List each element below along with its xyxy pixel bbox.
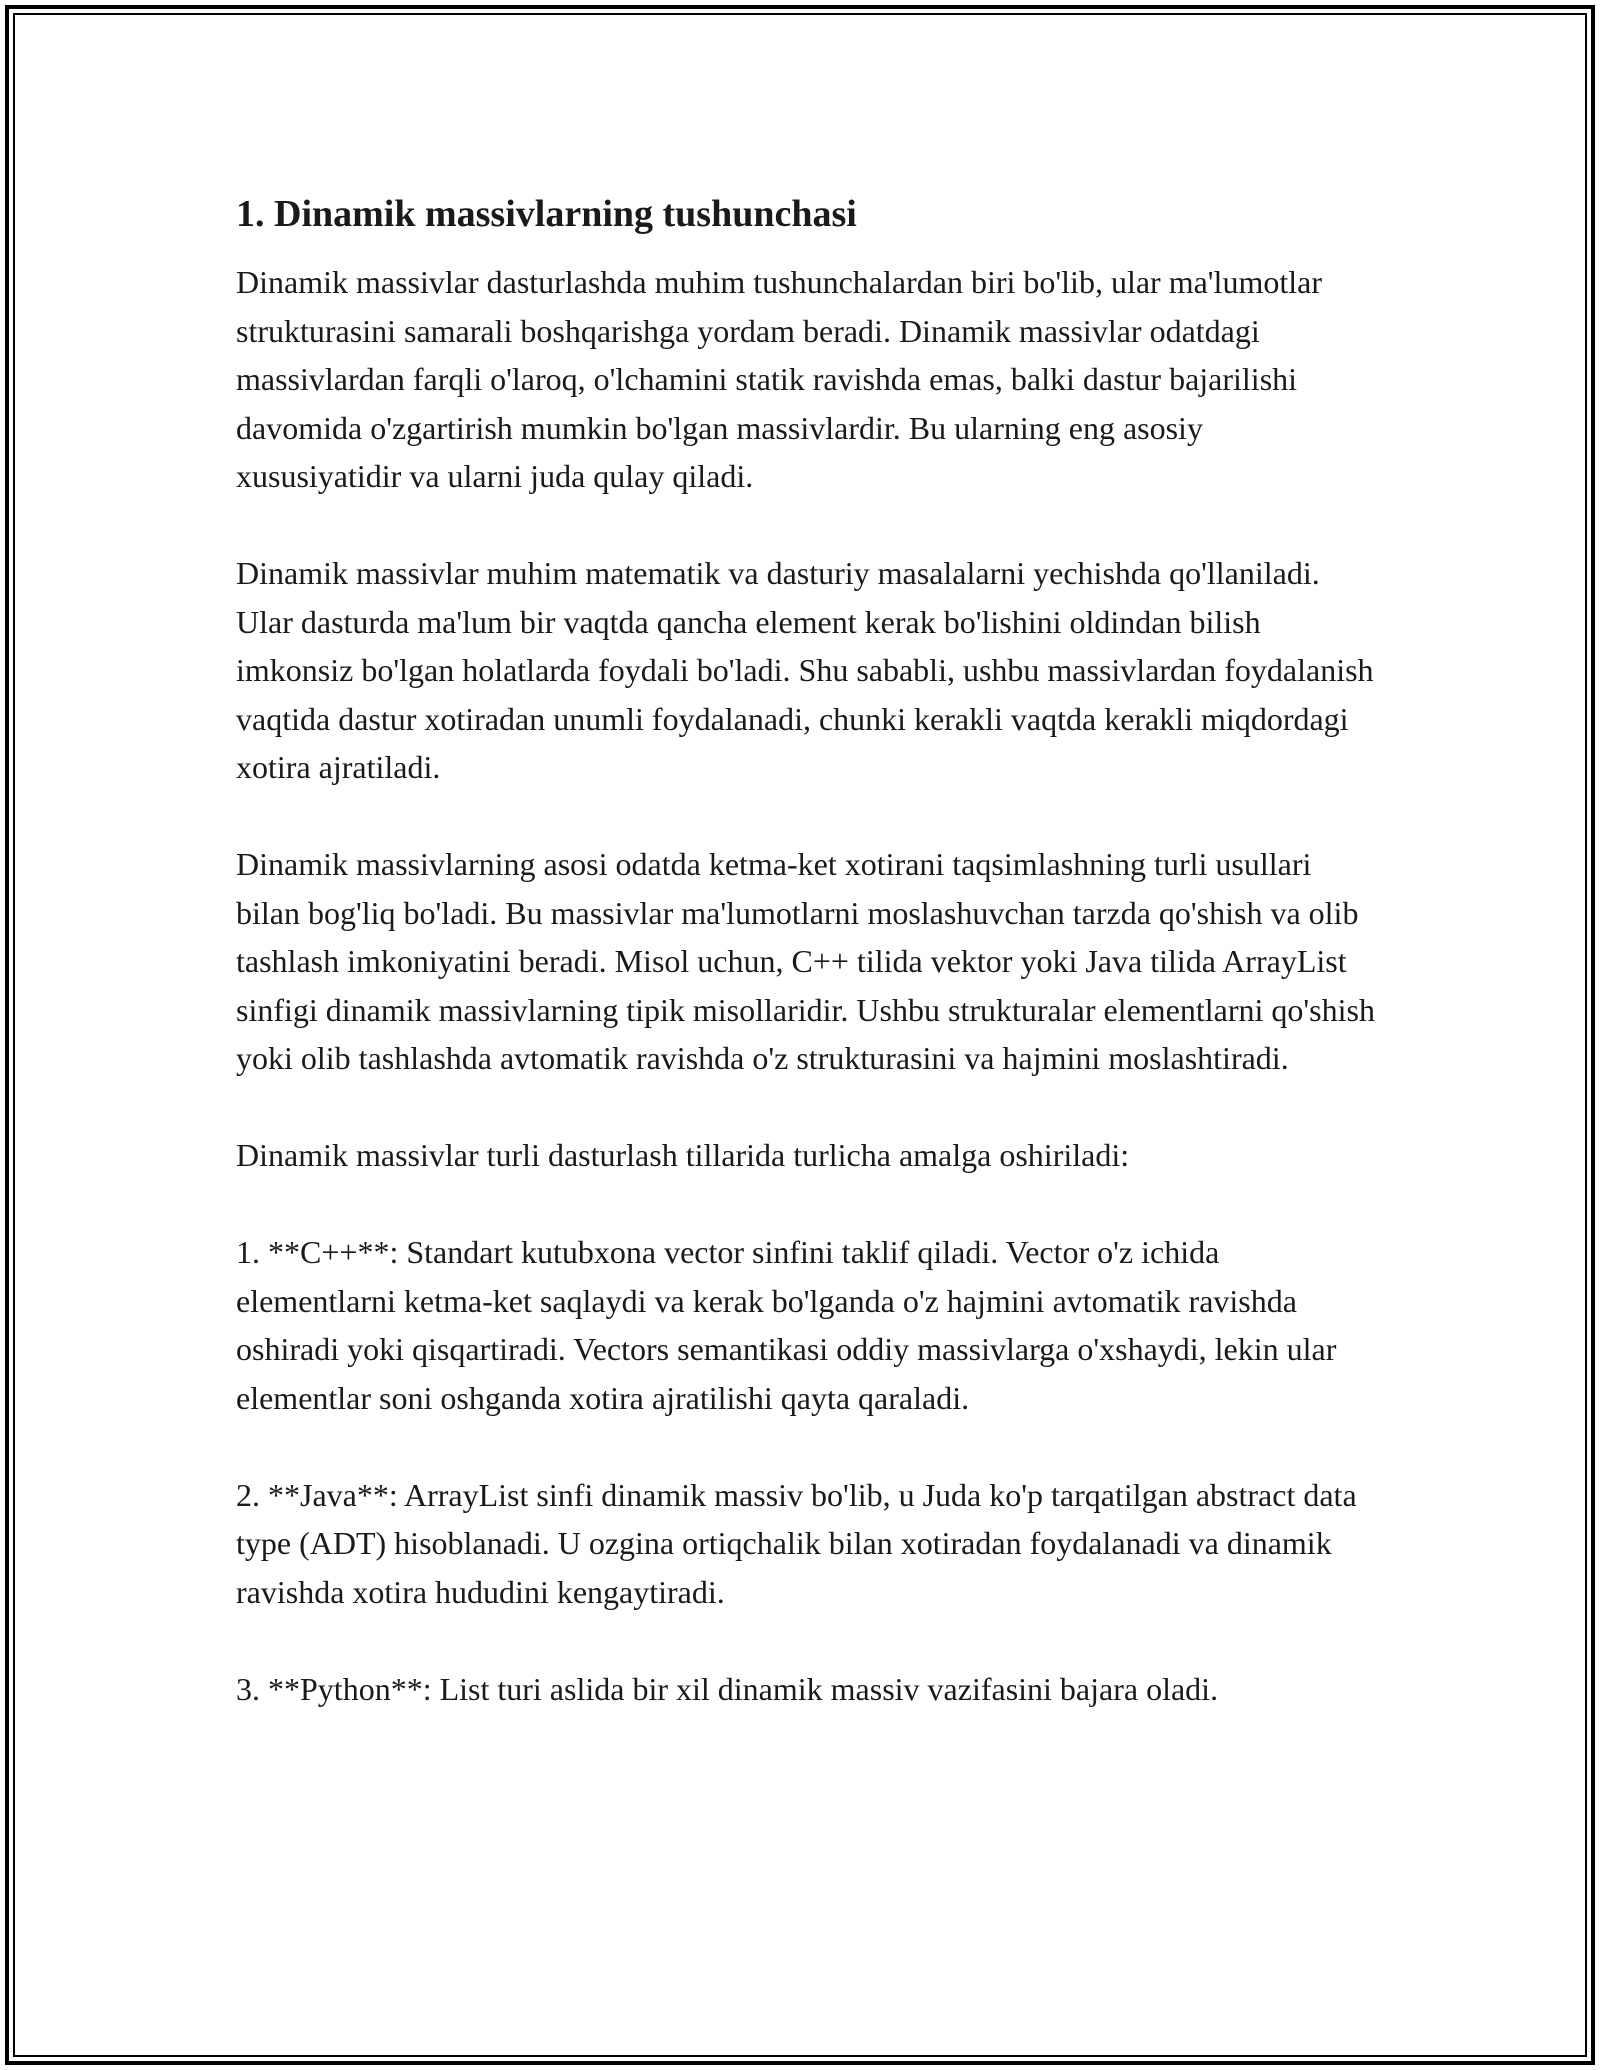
paragraph-basis: Dinamik massivlarning asosi odatda ketma-ket xotirani taqsimlashning turli usullari bilan bog'liq bo'ladi. Bu massivlar ma'lumotlarni moslashuvchan tarzda qo'shish va olib tashlash imkoniyatini beradi. Misol uchun, C++ tilida vektor yoki Java tilida ArrayList sinfigi dinamik massivlarning tipik misollaridir. Ushbu strukturalar elementlarni qo'shish yoki olib tashlashda avtomatik ravishda o'z strukturasini va hajmini moslashtiradi.	[236, 846, 1375, 1076]
list-item-java: 2. **Java**: ArrayList sinfi dinamik massiv bo'lib, u Juda ko'p tarqatilgan abstract data type (ADT) hisoblanadi. U ozgina ortiqchalik bilan xotiradan foydalanadi va dinamik ravishda xotira hududini kengaytiradi.	[236, 1476, 1357, 1610]
paragraph-intro: Dinamik massivlar dasturlashda muhim tushunchalardan biri bo'lib, ular ma'lumotlar strukturasini samarali boshqarishga yordam beradi. Dinamik massivlar odatdagi massivlardan farqli o'laroq, o'lchamini statik ravishda emas, balki dastur bajarilishi davomida o'zgartirish mumkin bo'lgan massivlardir. Bu ularning eng asosiy xususiyatidir va ularni juda qulay qiladi.	[236, 264, 1322, 494]
document-body	[236, 186, 1376, 1713]
list-item-python: 3. **Python**: List turi aslida bir xil dinamik massiv vazifasini bajara oladi.	[236, 1670, 1219, 1707]
list-item-cpp: 1. **C++**: Standart kutubxona vector sinfini taklif qiladi. Vector o'z ichida elementlarni ketma-ket saqlaydi va kerak bo'lganda o'z hajmini avtomatik ravishda oshiradi yoki qisqartiradi. Vectors semantikasi oddiy massivlarga o'xshaydi, lekin ular elementlar soni oshganda xotira ajratilishi qayta qaraladi.	[236, 1234, 1337, 1416]
paragraph-languages-intro: Dinamik massivlar turli dasturlash tillarida turlicha amalga oshiriladi:	[236, 1137, 1130, 1173]
section-heading: 1. Dinamik massivlarning tushunchasi	[236, 193, 857, 235]
paragraph-usage: Dinamik massivlar muhim matematik va dasturiy masalalarni yechishda qo'llaniladi. Ular dasturda ma'lum bir vaqtda qancha element kerak bo'lishini oldindan bilish imkonsiz bo'lgan holatlarda foydali bo'ladi. Shu sababli, ushbu massivlardan foydalanish vaqtida dastur xotiradan unumli foydalanadi, chunki kerakli vaqtda kerakli miqdordagi xotira ajratiladi.	[236, 555, 1374, 785]
